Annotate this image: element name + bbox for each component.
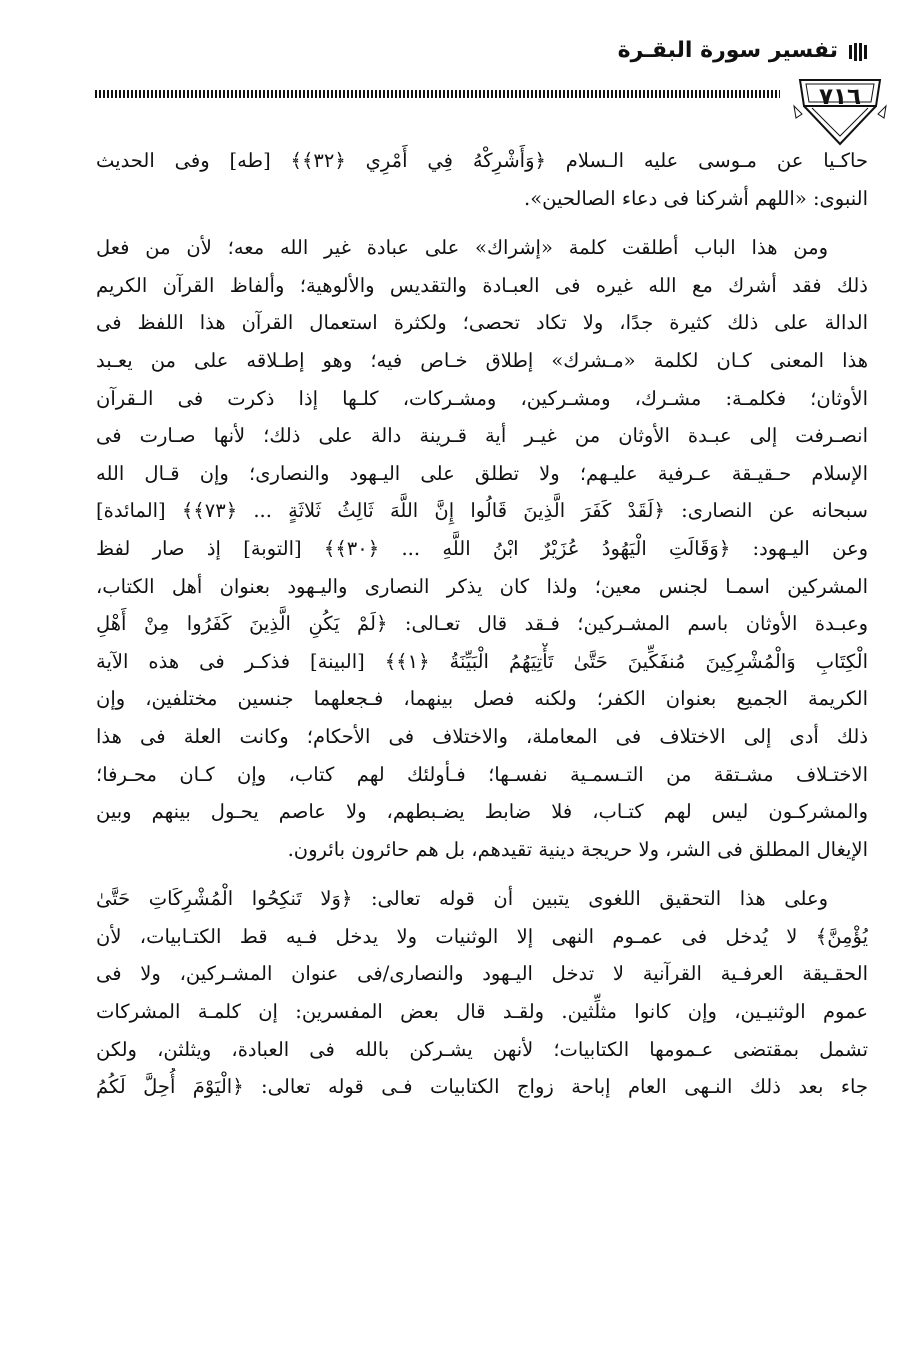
text-line: انصـرفت إلى عبـدة الأوثان من غيـر أية قـرينة دالة على ذلك؛ لأنها صـارت فى xyxy=(96,424,868,448)
ornament-icon xyxy=(848,42,870,60)
text-line: والمشركـون ليس لهم كتـاب، فلا ضابط يضـبطهم، ولا عاصم يحـول بينهم وبين xyxy=(96,800,868,824)
text-line: هذا المعنى كـان لكلمة «مـشرك» إطلاق خـاص فيه؛ وهو إطـلاقه على من يعـبد xyxy=(96,348,868,372)
text-line: الْكِتَابِ وَالْمُشْرِكِينَ مُنفَكِّينَ حَتَّىٰ تَأْتِيَهُمُ الْبَيِّنَةُ ﴿١﴾﴾ [البينة] فذكـر فى هذه الآية xyxy=(96,649,868,673)
text-line: الاختـلاف مشـتقة من التـسمـية نفسـها؛ فـأولئك لهم كتاب، وإن كـان محـرفا؛ xyxy=(96,762,868,786)
text-line: سبحانه عن النصارى: ﴿لَقَدْ كَفَرَ الَّذِينَ قَالُوا إِنَّ اللَّهَ ثَالِثُ ثَلاثَةٍ ... ﴿٧٣﴾﴾ [المائدة] xyxy=(96,499,868,523)
paragraph xyxy=(96,142,868,217)
text-line: وعلى هذا التحقيق اللغوى يتبين أن قوله تعالى: ﴿وَلا تَنكِحُوا الْمُشْرِكَاتِ حَتَّىٰ xyxy=(96,887,828,911)
text-line: النبوى: «اللهم أشركنا فى دعاء الصالحين». xyxy=(524,186,868,210)
text-line: الحقـيقة العرفـية القرآنية لا تدخل اليـهود والنصارى/فى عنوان المشـركين، ولا فى xyxy=(96,962,868,986)
text-line: الأوثان؛ فكلمـة: مشـرك، ومشـركين، ومشـركات، كلـها إذا ذكرت فى الـقرآن xyxy=(96,386,868,410)
text-line: الكريمة الجميع بعنوان الكفر؛ ولكنه فصل بينهما، فـجعلهما جنسين مختلفين، وإن xyxy=(96,687,868,711)
page-header xyxy=(95,36,870,136)
paragraph xyxy=(96,229,868,868)
text-line: عموم الوثنيـين، وإن كانوا مثلِّثين. ولقـد قال بعض المفسرين: إن كلمـة المشركات xyxy=(96,1000,868,1024)
text-line: المشركين اسمـا لجنس معين؛ ولذا كان يذكر النصارى واليـهود بعنوان أهل الكتاب، xyxy=(96,574,868,598)
body-text xyxy=(96,142,868,1118)
text-line: جاء بعد ذلك النـهى العام إباحة زواج الكتابيات فـى قوله تعالى: ﴿الْيَوْمَ أُحِلَّ لَكُمُ xyxy=(96,1075,868,1099)
running-title-text: تفسير سورة البقـرة xyxy=(617,38,838,63)
text-line: تشمل بمقتضى عـمومها الكتابيات؛ لأنهن يشـركن بالله فى العبادة، ويثلثن، ولكن xyxy=(96,1037,868,1061)
text-line: الإيغال المطلق فى الشر، ولا حريجة دينية تقيدهم، بل هم حائرون بائرون. xyxy=(287,837,868,861)
text-line: وعن اليـهود: ﴿وَقَالَتِ الْيَهُودُ عُزَيْرٌ ابْنُ اللَّهِ ... ﴿٣٠﴾﴾ [التوبة] إذ صار لفظ xyxy=(96,536,868,560)
text-line: ذلك فقد أشرك مع الله غيره فى العبـادة والتقديس والألوهية؛ وألفاظ القرآن الكريم xyxy=(96,273,868,297)
text-line: حاكـيا عن مـوسى عليه الـسلام ﴿وَأَشْرِكْهُ فِي أَمْرِي ﴿٣٢﴾﴾ [طه] وفى الحديث xyxy=(96,149,868,172)
text-line: ذلك أدى إلى الاختلاف فى المعاملة، والاختلاف فى الأحكام؛ وكانت العلة فى هذا xyxy=(96,724,868,748)
text-line: يُؤْمِنَّ﴾ لا يُدخل فى عمـوم النهى إلا الوثنيات ولا يدخل فـيه قط الكتـابيات، لأن xyxy=(96,924,868,948)
text-line: ومن هذا الباب أطلقت كلمة «إشراك» على عبادة غير الله معه؛ لأن من فعل xyxy=(96,236,828,260)
paragraph xyxy=(96,880,868,1106)
header-rule xyxy=(95,90,780,98)
text-line: الإسلام حـقيـقة عـرفية عليـهم؛ ولا تطلق على اليـهود والنصارى؛ وإن قـال الله xyxy=(96,461,868,485)
page-number: ٧١٦ xyxy=(818,84,862,110)
text-line: وعبـدة الأوثان باسم المشـركين؛ فـقد قال تعـالى: ﴿لَمْ يَكُنِ الَّذِينَ كَفَرُوا مِنْ أَهْلِ xyxy=(96,612,868,636)
running-title xyxy=(618,38,870,63)
text-line: الدالة على ذلك كثيرة جدًا، ولا تكاد تحصى؛ ولكثرة استعمال القرآن هذا اللفظ فى xyxy=(96,311,868,335)
